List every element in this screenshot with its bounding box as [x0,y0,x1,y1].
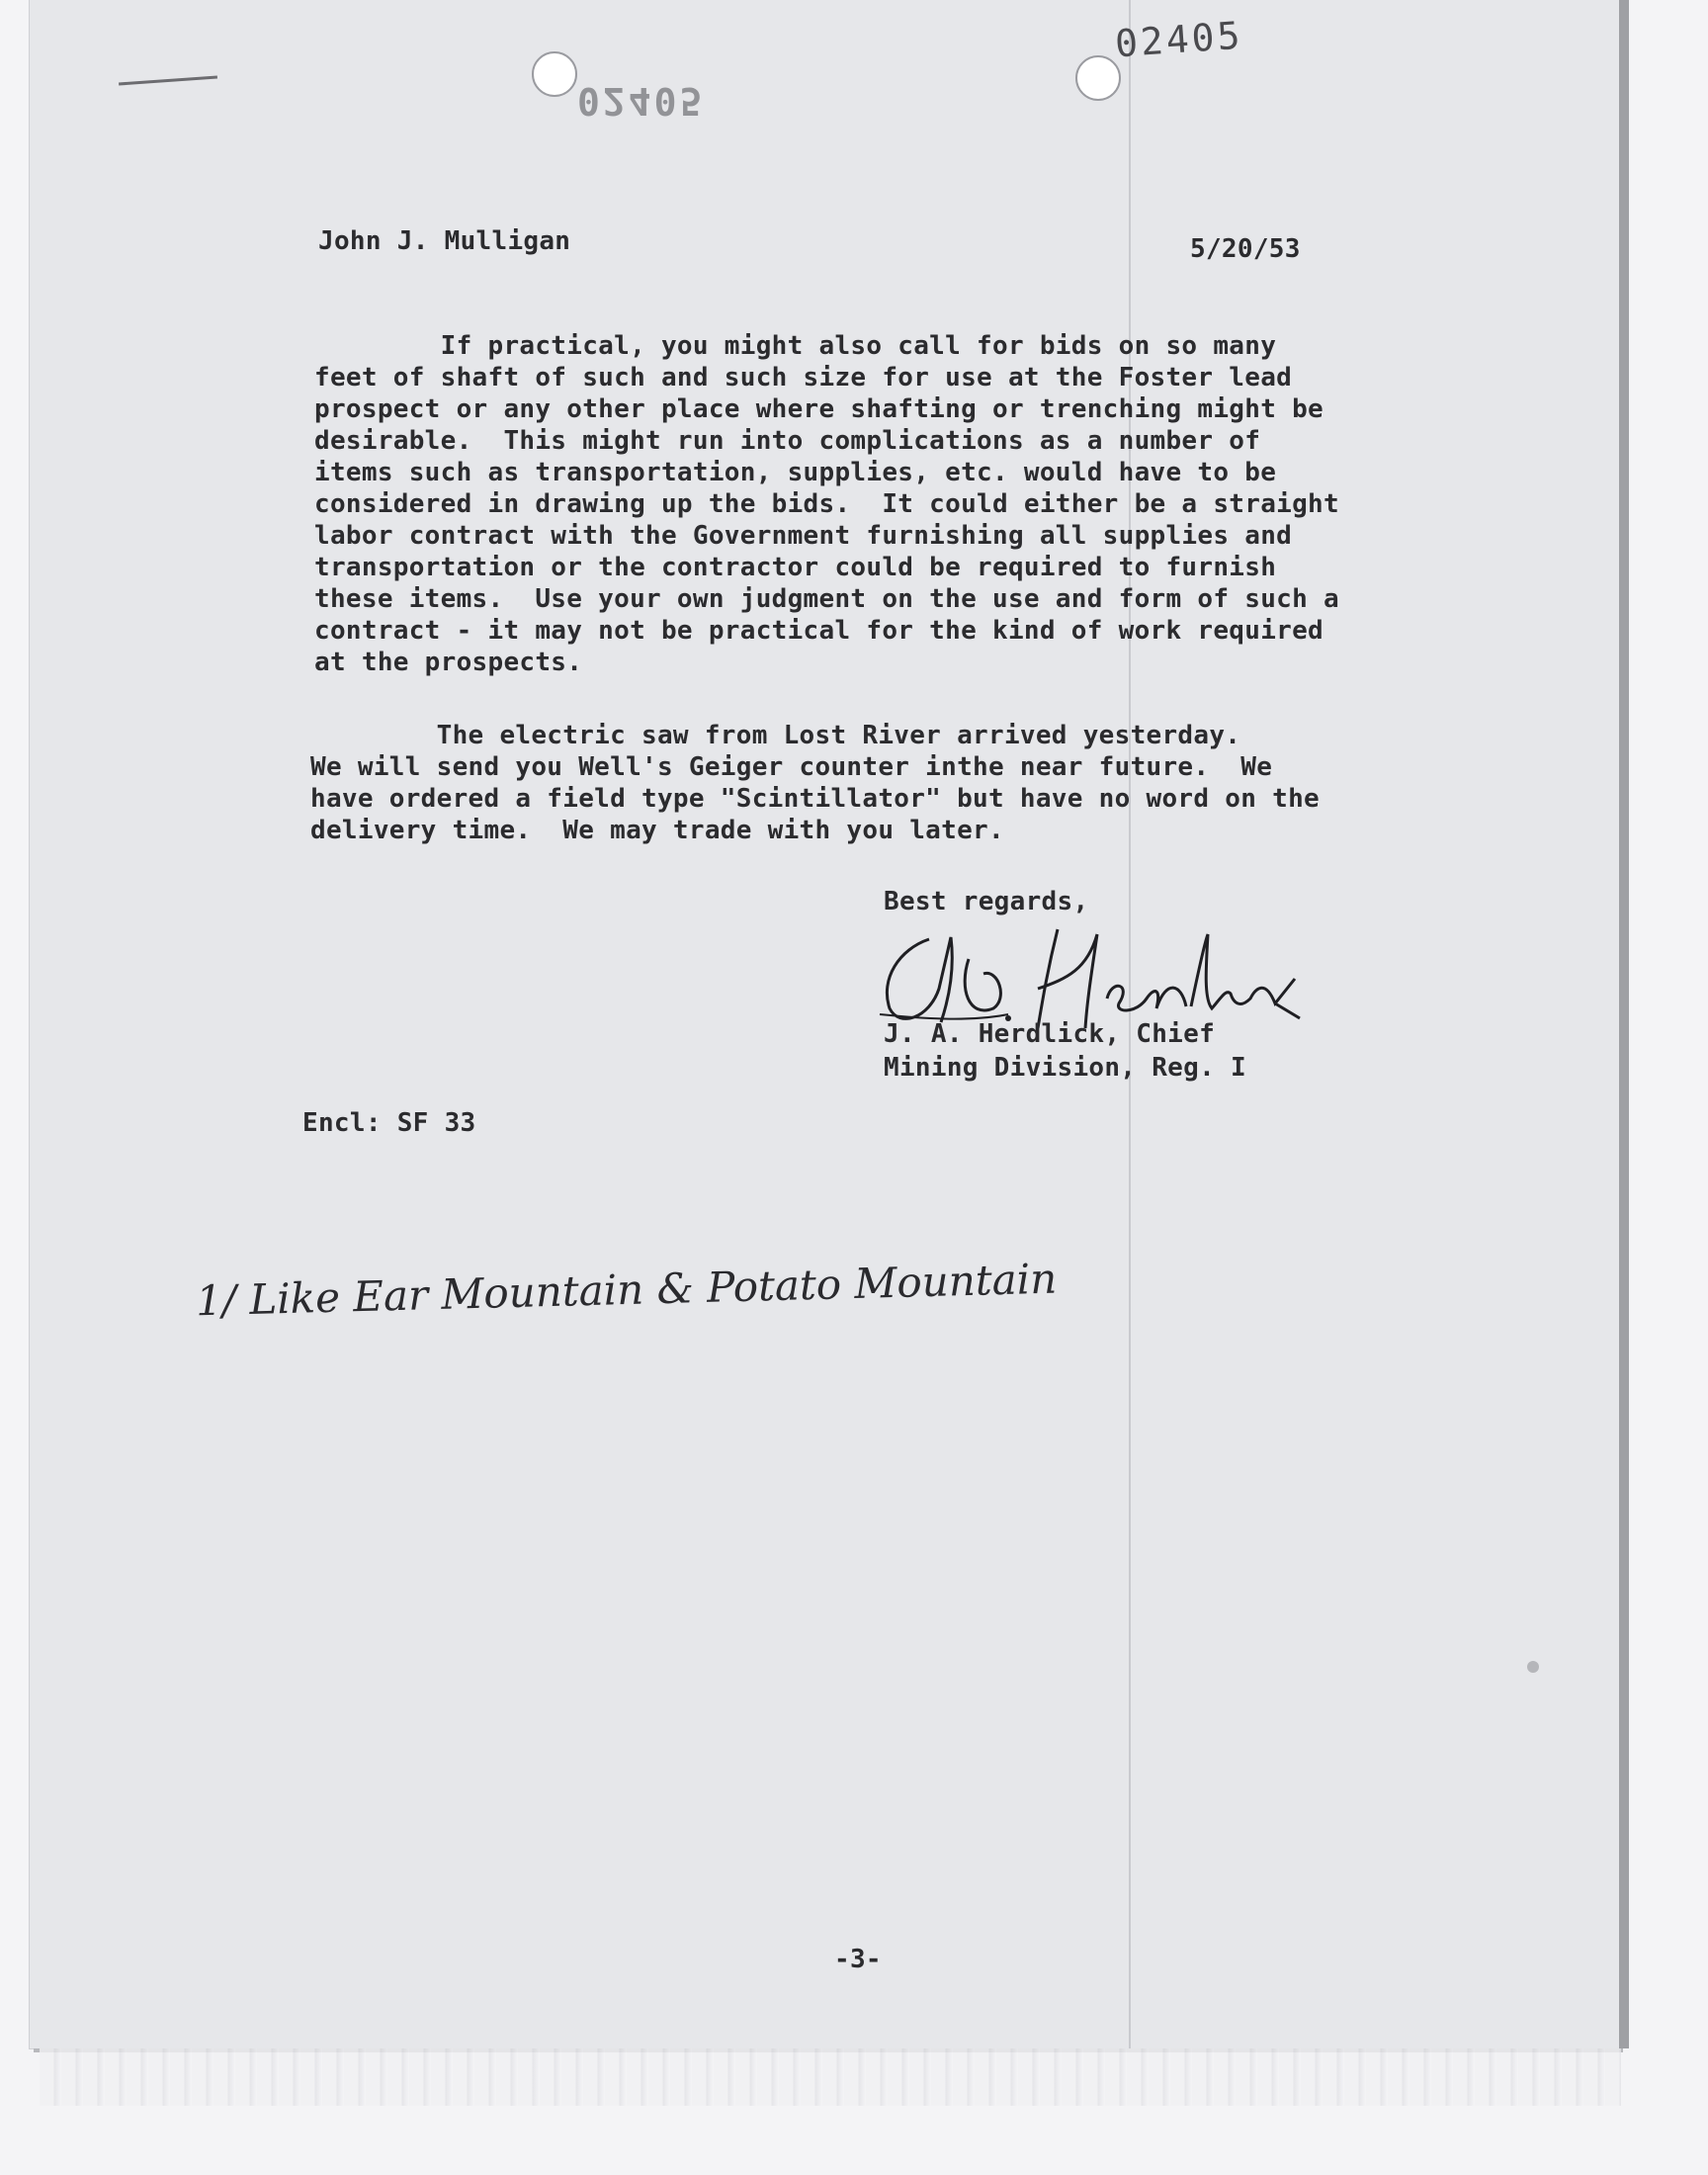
body-line: feet of shaft of such and such size for use at the Foster lead [314,363,1293,392]
punch-hole-left [532,51,577,97]
punch-hole-right [1075,55,1121,101]
body-line: items such as transportation, supplies, etc. would have to be [314,458,1277,487]
body-line: If practical, you might also call for bids on so many [314,331,1277,361]
document-number-stamp: 02405 [1113,13,1244,66]
page-edge-shadow [1619,0,1629,2048]
body-line: delivery time. We may trade with you later. [310,816,1004,845]
body-line: The electric saw from Lost River arrived yesterday. [310,721,1241,750]
body-line: desirable. This might run into complications as a number of [314,426,1261,456]
body-line: at the prospects. [314,648,583,677]
body-line: have ordered a field type "Scintillator" but have no word on the [310,784,1321,814]
closing-salutation: Best regards, [884,887,1089,916]
letter-page [30,0,1619,2048]
letter-date: 5/20/53 [1190,234,1301,264]
document-number-bleedthrough: 02405 [577,79,706,123]
signer-division: Mining Division, Reg. I [884,1053,1246,1083]
recipient-name: John J. Mulligan [318,226,571,256]
enclosure-note: Encl: SF 33 [302,1108,476,1138]
body-line: prospect or any other place where shafting or trenching might be [314,394,1324,424]
body-line: We will send you Well's Geiger counter inthe near future. We [310,752,1273,782]
handwritten-note: 1/ Like Ear Mountain & Potato Mountain [195,1254,1058,1326]
body-line: these items. Use your own judgment on the use and form of such a [314,584,1339,614]
scan-speck [1527,1661,1539,1673]
page-number: -3- [834,1945,882,1974]
body-line: considered in drawing up the bids. It could either be a straight [314,489,1339,519]
signer-name-title: J. A. Herdlick, Chief [884,1019,1216,1049]
body-line: labor contract with the Government furnishing all supplies and [314,521,1293,551]
body-line: contract - it may not be practical for the kind of work required [314,616,1324,646]
scanner-artifact-strip [40,2048,1621,2106]
body-line: transportation or the contractor could be required to furnish [314,553,1277,582]
